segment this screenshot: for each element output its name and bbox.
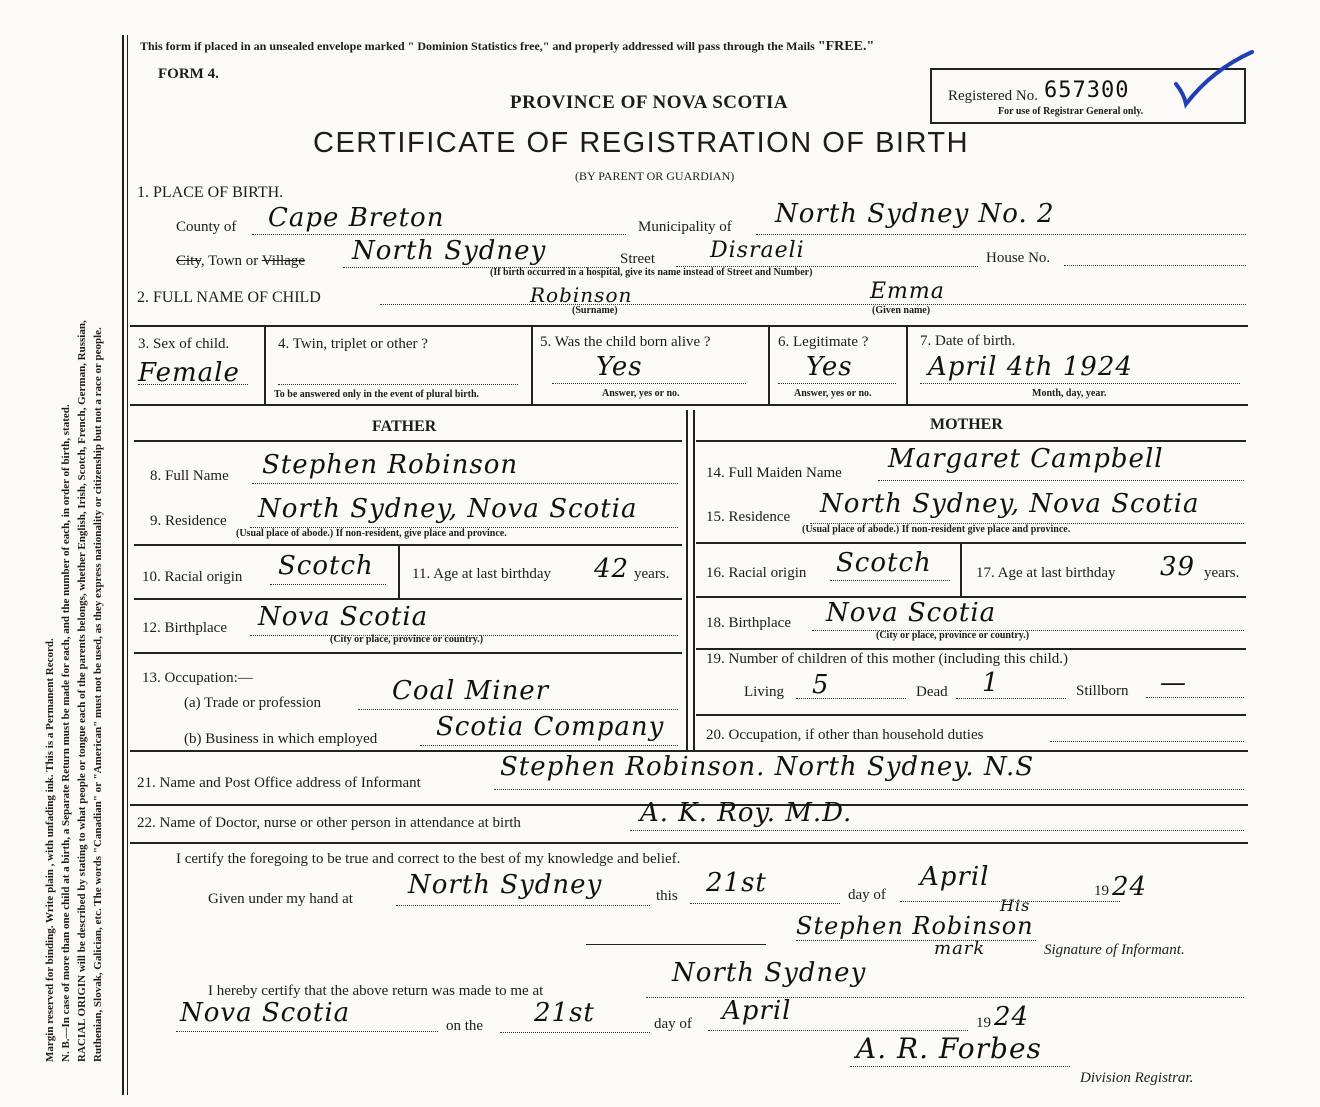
this-label: this <box>656 888 678 904</box>
dob-label: 7. Date of birth. <box>920 333 1016 349</box>
legitimate-note: Answer, yes or no. <box>794 388 872 399</box>
dead-value: 1 <box>982 668 1000 698</box>
twin-label: 4. Twin, triplet or other ? <box>278 336 428 352</box>
alive-note: Answer, yes or no. <box>602 388 680 399</box>
registrar-day: 21st <box>534 998 595 1028</box>
street-value: Disraeli <box>710 238 805 263</box>
mail-note: This form if placed in an unsealed envelope marked " Dominion Statistics free," and properly addressed will pass through the Mails "FREE." <box>140 39 875 54</box>
father-residence-note: (Usual place of abode.) If non-resident, give place and province. <box>236 528 507 539</box>
stillborn-value: — <box>1160 668 1187 698</box>
dob-note: Month, day, year. <box>1032 388 1107 399</box>
child-name-label: 2. FULL NAME OF CHILD <box>137 289 321 306</box>
sex-value: Female <box>138 358 240 388</box>
informant-line <box>494 789 1244 790</box>
registrar-month: April <box>722 996 792 1026</box>
father-name-line <box>252 483 678 484</box>
sex-label: 3. Sex of child. <box>138 336 230 352</box>
margin-line-3: RACIAL ORIGIN will be described by stating to what people or tongue each of the parents belongs, whether English, Irish, Scotch, French, German, Russian, <box>76 320 88 1062</box>
margin-line-1: Margin reserved for binding. Write plain , with unfading ink. This is a Permanent Record. <box>44 638 56 1062</box>
father-age-label: 11. Age at last birthday <box>412 566 551 582</box>
street-label: Street <box>620 251 655 267</box>
day-of-label: day of <box>848 887 886 903</box>
town-value: North Sydney <box>352 236 547 266</box>
mother-name-line <box>878 480 1244 481</box>
form-number: FORM 4. <box>158 66 219 82</box>
row-divider <box>696 714 1246 716</box>
box-divider <box>906 326 908 404</box>
row-divider <box>130 404 1248 406</box>
county-value: Cape Breton <box>268 203 445 233</box>
registrar-year: 24 <box>994 1002 1030 1032</box>
mother-years: years. <box>1204 565 1240 581</box>
row-divider <box>134 598 682 600</box>
mother-residence: North Sydney, Nova Scotia <box>820 489 1200 519</box>
cert-year: 24 <box>1112 872 1148 902</box>
trade-line <box>358 709 678 710</box>
child-name-line <box>380 304 1246 305</box>
registrar-month-line <box>708 1030 968 1031</box>
dead-label: Dead <box>916 684 948 700</box>
signature-line <box>796 940 1036 941</box>
alive-line <box>552 383 746 384</box>
stillborn-label: Stillborn <box>1076 683 1129 699</box>
surname-note: (Surname) <box>572 305 618 316</box>
registrar-year-prefix: 19 <box>976 1015 991 1031</box>
father-race-line <box>270 584 386 585</box>
mother-age: 39 <box>1160 552 1196 582</box>
margin-line-2: N. B.—In case of more than one child at a birth, a Separate Return must be made for each, and the number of each, in order of birth, stated. <box>60 404 72 1062</box>
alive-value: Yes <box>596 352 643 382</box>
mother-race-line <box>830 580 950 581</box>
on-the-label: on the <box>446 1018 484 1034</box>
registrar-signature-label: Division Registrar. <box>1080 1070 1194 1086</box>
dead-line <box>956 698 1066 699</box>
mother-birthplace: Nova Scotia <box>826 598 997 628</box>
mother-birthplace-label: 18. Birthplace <box>706 615 791 631</box>
box-divider <box>531 326 533 404</box>
box-divider <box>264 326 266 404</box>
father-birthplace-label: 12. Birthplace <box>142 620 227 636</box>
father-name-label: 8. Full Name <box>150 468 229 484</box>
registrar-statement: I hereby certify that the above return was made to me at <box>208 983 544 999</box>
margin-line-4: Ruthenian, Slovak, Galician, etc. The words "Canadian" or "American" must not be used, as they express nationality or citizenship but not a race or people. <box>92 327 104 1062</box>
municipality-line <box>756 234 1246 235</box>
mother-birthplace-note: (City or place, province or country.) <box>876 630 1030 641</box>
children-count-label: 19. Number of children of this mother (including this child.) <box>706 651 1069 667</box>
mother-race-label: 16. Racial origin <box>706 565 807 581</box>
registered-label: Registered No. <box>948 88 1038 104</box>
registrar-signature-line <box>850 1066 1070 1067</box>
trade-label: (a) Trade or profession <box>184 695 322 711</box>
cert-day: 21st <box>706 868 767 898</box>
cert-month: April <box>920 862 990 892</box>
municipality-label: Municipality of <box>638 219 732 235</box>
parents-divider <box>686 410 688 750</box>
house-line <box>1064 265 1246 266</box>
row-divider <box>134 440 682 442</box>
given-label: Given under my hand at <box>208 891 353 907</box>
sig-mark: mark <box>934 938 986 959</box>
registrar-signature: A. R. Forbes <box>856 1032 1042 1065</box>
legitimate-line <box>778 383 896 384</box>
county-label: County of <box>176 219 237 235</box>
registrar-place: North Sydney <box>672 958 867 988</box>
father-race-label: 10. Racial origin <box>142 569 243 585</box>
row-divider <box>696 648 1246 650</box>
registrar-province-line <box>176 1031 438 1032</box>
house-label: House No. <box>986 250 1051 266</box>
alive-label: 5. Was the child born alive ? <box>540 334 711 350</box>
doctor-label: 22. Name of Doctor, nurse or other person in attendance at birth <box>137 815 521 831</box>
mother-race: Scotch <box>836 548 932 578</box>
twin-note: To be answered only in the event of plural birth. <box>274 389 480 400</box>
row-divider <box>134 652 682 654</box>
registrar-day-of-label: day of <box>654 1016 692 1032</box>
father-birthplace: Nova Scotia <box>258 602 429 632</box>
box-divider <box>398 546 400 598</box>
mother-residence-label: 15. Residence <box>706 509 791 525</box>
dob-value: April 4th 1924 <box>928 352 1133 382</box>
father-heading: FATHER <box>372 418 437 435</box>
sig-his: His <box>1000 896 1031 915</box>
margin-rule <box>122 35 124 1095</box>
father-years: years. <box>634 566 670 582</box>
registered-box <box>930 68 1246 124</box>
county-line <box>252 234 626 235</box>
certificate-subtitle: (BY PARENT OR GUARDIAN) <box>575 169 735 183</box>
legitimate-value: Yes <box>806 352 853 382</box>
father-race: Scotch <box>278 551 374 581</box>
informant-label: 21. Name and Post Office address of Informant <box>137 775 421 791</box>
cert-statement: I certify the foregoing to be true and correct to the best of my knowledge and belief. <box>176 851 681 867</box>
box-divider <box>768 326 770 404</box>
business-label: (b) Business in which employed <box>184 731 378 747</box>
father-birthplace-note: (City or place, province or country.) <box>330 634 484 645</box>
hospital-note: (If birth occurred in a hospital, give its name instead of Street and Number) <box>490 267 813 278</box>
place-of-birth-label: 1. PLACE OF BIRTH. <box>137 184 284 201</box>
informant-signature: Stephen Robinson <box>796 912 1034 940</box>
mother-name-label: 14. Full Maiden Name <box>706 465 842 481</box>
registrar-note: For use of Registrar General only. <box>998 106 1144 117</box>
registered-number: 657300 <box>1044 78 1130 103</box>
doctor-value: A. K. Roy. M.D. <box>640 798 853 828</box>
registrar-day-line <box>500 1032 650 1033</box>
business-value: Scotia Company <box>436 712 665 742</box>
town-label: City, Town or Village <box>176 253 306 269</box>
dob-line <box>920 383 1240 384</box>
mother-occupation-label: 20. Occupation, if other than household duties <box>706 727 984 743</box>
mother-occupation-line <box>1050 741 1244 742</box>
mother-heading: MOTHER <box>930 416 1003 433</box>
checkmark-icon <box>1172 50 1262 110</box>
mother-name: Margaret Campbell <box>888 444 1164 474</box>
living-value: 5 <box>812 670 830 700</box>
province-title: PROVINCE OF NOVA SCOTIA <box>510 92 789 113</box>
trade-value: Coal Miner <box>392 676 550 706</box>
row-divider <box>130 325 1248 327</box>
mother-age-label: 17. Age at last birthday <box>976 565 1116 581</box>
doctor-line <box>630 830 1244 831</box>
row-divider <box>696 542 1246 544</box>
certificate-title: CERTIFICATE OF REGISTRATION OF BIRTH <box>313 127 970 159</box>
father-name: Stephen Robinson <box>262 450 519 480</box>
child-surname: Robinson <box>530 283 633 307</box>
margin-rule-2 <box>127 35 128 1095</box>
living-label: Living <box>744 684 784 700</box>
given-place: North Sydney <box>408 870 603 900</box>
informant-value: Stephen Robinson. North Sydney. N.S <box>500 752 1035 782</box>
business-line <box>420 745 678 746</box>
child-given-name: Emma <box>870 279 945 304</box>
margin-instructions <box>0 0 125 1107</box>
parents-divider-2 <box>693 410 695 750</box>
municipality-value: North Sydney No. 2 <box>775 199 1055 229</box>
father-age: 42 <box>594 554 630 584</box>
registrar-province: Nova Scotia <box>180 998 351 1028</box>
occupation-label: 13. Occupation:— <box>142 670 253 686</box>
row-divider <box>130 842 1248 844</box>
cert-year-prefix: 19 <box>1094 883 1109 899</box>
signature-label: Signature of Informant. <box>1044 942 1185 958</box>
day-line <box>690 903 840 904</box>
box-divider <box>960 544 962 596</box>
father-residence-label: 9. Residence <box>150 513 227 529</box>
father-residence: North Sydney, Nova Scotia <box>258 494 638 524</box>
row-divider <box>134 544 682 546</box>
given-place-line <box>396 905 650 906</box>
twin-line <box>278 384 518 385</box>
signature-rule <box>586 944 766 945</box>
given-note: (Given name) <box>872 305 931 316</box>
row-divider <box>696 440 1246 442</box>
legitimate-label: 6. Legitimate ? <box>778 334 869 350</box>
mother-residence-note: (Usual place of abode.) If non-resident give place and province. <box>802 524 1071 535</box>
